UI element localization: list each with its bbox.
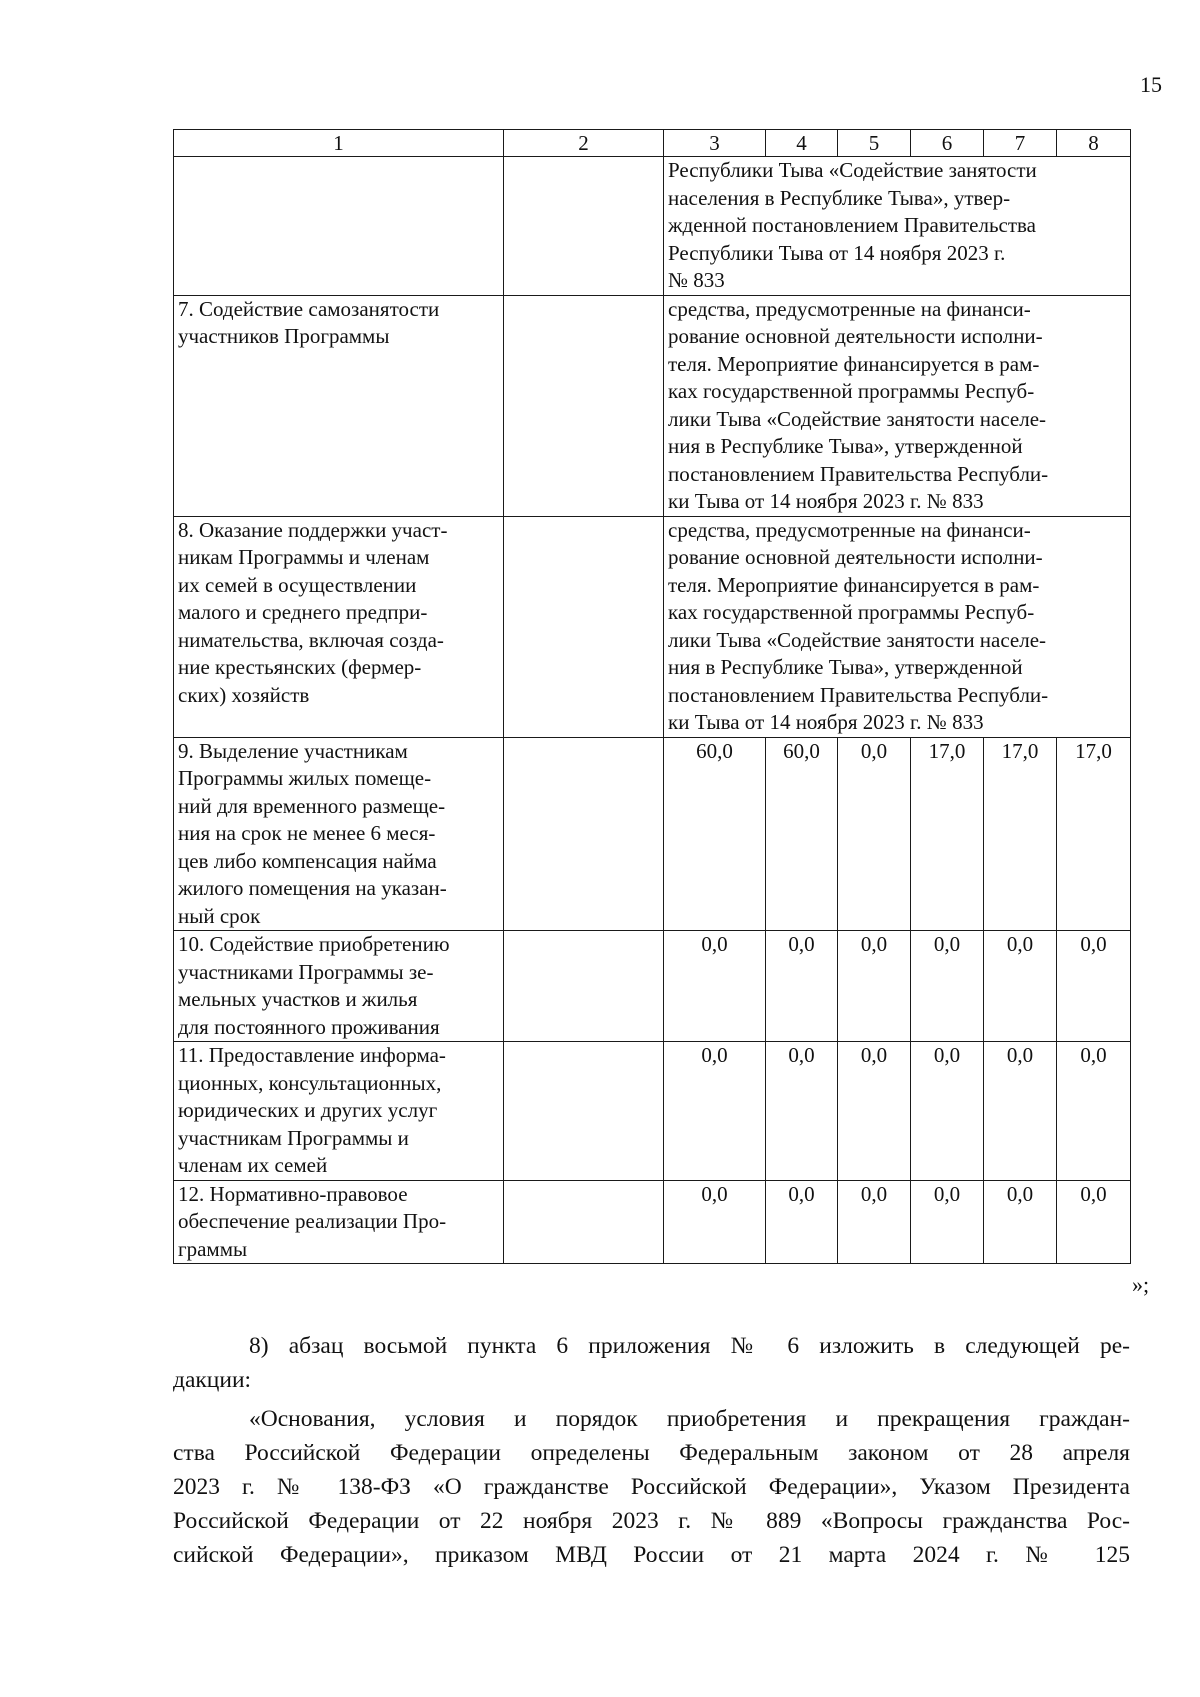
value-cell: 0,0	[984, 1180, 1057, 1264]
note-cell: средства, предусмотренные на финанси- рование основной деятельности исполни- теля. Мероприятие финансируется в рам- ках государственной программы Респуб- лики Тыва «Содействие занятости населе- ния в Республике Тыва», утвержденной постановлением Правительства Республи- ки Тыва от 14 ноября 2023 г. № 833	[664, 516, 1131, 737]
value-cell: 17,0	[984, 737, 1057, 931]
header-cell: 8	[1057, 130, 1131, 157]
paragraph-line: дакции:	[173, 1367, 252, 1393]
column-2-cell	[504, 737, 664, 931]
table-row	[174, 1042, 1131, 1181]
column-2-cell	[504, 516, 664, 737]
header-cell: 5	[838, 130, 911, 157]
header-cell: 2	[504, 130, 664, 157]
value-cell: 0,0	[911, 931, 984, 1042]
header-cell: 4	[766, 130, 838, 157]
header-cell: 3	[664, 130, 766, 157]
value-cell: 17,0	[911, 737, 984, 931]
item-cell: 9. Выделение участникам Программы жилых помеще- ний для временного размеще- ния на срок не менее 6 меся- цев либо компенсация найма жилого помещения на указан- ный срок	[174, 737, 504, 931]
closing-quote-mark: »;	[1132, 1272, 1150, 1297]
value-cell: 0,0	[838, 737, 911, 931]
value-cell: 0,0	[766, 931, 838, 1042]
value-cell: 60,0	[664, 737, 766, 931]
value-cell: 0,0	[766, 1180, 838, 1264]
value-cell: 0,0	[984, 931, 1057, 1042]
citizenship-paragraph	[173, 1402, 1130, 1572]
table-row	[174, 1180, 1131, 1264]
table-row	[174, 157, 1131, 296]
value-cell: 0,0	[664, 1042, 766, 1181]
column-2-cell	[504, 1180, 664, 1264]
item-cell: 12. Нормативно-правовое обеспечение реализации Про- граммы	[174, 1180, 504, 1264]
column-2-cell	[504, 157, 664, 296]
value-cell: 0,0	[984, 1042, 1057, 1181]
item-cell: 7. Содействие самозанятости участников Программы	[174, 295, 504, 516]
column-2-cell	[504, 1042, 664, 1181]
paragraph-line: ства Российской Федерации определены Федеральным законом от 28 апреля	[173, 1440, 1130, 1466]
value-cell: 17,0	[1057, 737, 1131, 931]
value-cell: 0,0	[911, 1180, 984, 1264]
value-cell: 0,0	[664, 1180, 766, 1264]
value-cell: 0,0	[766, 1042, 838, 1181]
table-row	[174, 931, 1131, 1042]
paragraph-line: Российской Федерации от 22 ноября 2023 г. № 889 «Вопросы гражданства Рос-	[173, 1508, 1130, 1534]
item-cell: 10. Содействие приобретению участниками Программы зе- мельных участков и жилья для постоянного проживания	[174, 931, 504, 1042]
page-number: 15	[1140, 72, 1162, 97]
funding-table	[173, 129, 1131, 1264]
value-cell: 60,0	[766, 737, 838, 931]
amendment-paragraph	[173, 1329, 1130, 1397]
table-header-row	[174, 130, 1131, 157]
table-row	[174, 295, 1131, 516]
header-cell: 7	[984, 130, 1057, 157]
value-cell: 0,0	[838, 1180, 911, 1264]
value-cell: 0,0	[1057, 1180, 1131, 1264]
paragraph-line: 2023 г. № 138-ФЗ «О гражданстве Российской Федерации», Указом Президента	[173, 1474, 1130, 1500]
paragraph-line: 8) абзац восьмой пункта 6 приложения № 6 изложить в следующей ре-	[249, 1333, 1130, 1359]
item-cell: 11. Предоставление информа- ционных, консультационных, юридических и других услуг участникам Программы и членам их семей	[174, 1042, 504, 1181]
column-2-cell	[504, 931, 664, 1042]
item-cell	[174, 157, 504, 296]
note-cell: средства, предусмотренные на финанси- рование основной деятельности исполни- теля. Мероприятие финансируется в рам- ках государственной программы Респуб- лики Тыва «Содействие занятости населе- ния в Республике Тыва», утвержденной постановлением Правительства Республи- ки Тыва от 14 ноября 2023 г. № 833	[664, 295, 1131, 516]
column-2-cell	[504, 295, 664, 516]
value-cell: 0,0	[838, 1042, 911, 1181]
value-cell: 0,0	[911, 1042, 984, 1181]
table-row	[174, 516, 1131, 737]
header-cell: 6	[911, 130, 984, 157]
paragraph-line: сийской Федерации», приказом МВД России от 21 марта 2024 г. № 125	[173, 1542, 1130, 1568]
paragraph-line: «Основания, условия и порядок приобретения и прекращения граждан-	[249, 1406, 1130, 1432]
value-cell: 0,0	[664, 931, 766, 1042]
note-cell: Республики Тыва «Содействие занятости населения в Республике Тыва», утвер- жденной постановлением Правительства Республики Тыва от 14 ноября 2023 г. № 833	[664, 157, 1131, 296]
table-row	[174, 737, 1131, 931]
value-cell: 0,0	[1057, 1042, 1131, 1181]
item-cell: 8. Оказание поддержки участ- никам Программы и членам их семей в осуществлении малого и среднего предпри- нимательства, включая созда- ние крестьянских (фермер- ских) хозяйств	[174, 516, 504, 737]
value-cell: 0,0	[838, 931, 911, 1042]
header-cell: 1	[174, 130, 504, 157]
value-cell: 0,0	[1057, 931, 1131, 1042]
